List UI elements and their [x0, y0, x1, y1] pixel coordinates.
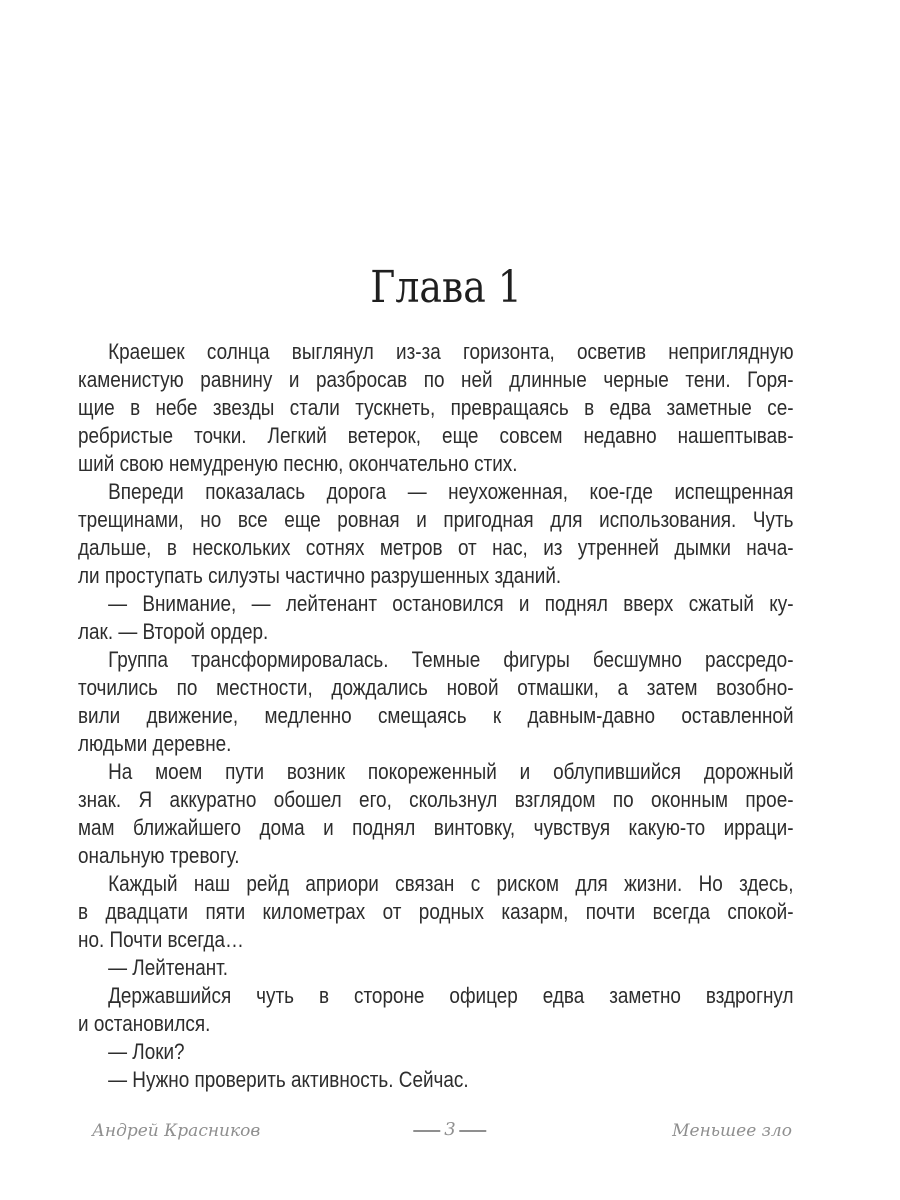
text-line: каменистую равнину и разбросав по ней длинные черные тени. Горя- [78, 367, 794, 392]
page-number-rule-right [460, 1130, 487, 1132]
chapter-title: Глава 1 [370, 262, 522, 313]
text-line: знак. Я аккуратно обошел его, скользнул взглядом по оконным прое- [78, 787, 794, 812]
text-line: ональную тревогу. [78, 843, 240, 868]
paragraph [78, 1066, 794, 1094]
text-line: ли проступать силуэты частично разрушенных зданий. [78, 563, 562, 588]
text-line: Впереди показалась дорога — неухоженная, кое-где испещренная [108, 479, 794, 504]
page-number: 3 [444, 1119, 456, 1140]
text-line: мам ближайшего дома и поднял винтовку, чувствуя какую-то ирраци- [78, 815, 794, 840]
text-line: Группа трансформировалась. Темные фигуры бесшумно рассредо- [108, 647, 794, 672]
text-line: Каждый наш рейд априори связан с риском для жизни. Но здесь, [108, 871, 794, 896]
page-number-rule-left [413, 1130, 440, 1132]
text-line: и остановился. [78, 1011, 211, 1036]
text-line: На моем пути возник покореженный и облупившийся дорожный [108, 759, 794, 784]
text-line: ребристые точки. Легкий ветерок, еще совсем недавно нашептывав- [78, 423, 794, 448]
paragraph [78, 338, 794, 478]
paragraph [78, 982, 794, 1038]
text-line: Краешек солнца выглянул из-за горизонта, осветив неприглядную [108, 339, 794, 364]
footer [0, 1118, 900, 1150]
text-line: — Нужно проверить активность. Сейчас. [108, 1067, 469, 1092]
page-number-group [413, 1119, 486, 1140]
paragraph [78, 1038, 794, 1066]
text-line: — Локи? [108, 1039, 185, 1064]
text-line: ший свою немудреную песню, окончательно стих. [78, 451, 518, 476]
text-line: — Лейтенант. [108, 955, 229, 980]
paragraph [78, 758, 794, 870]
text-line: Державшийся чуть в стороне офицер едва заметно вздрогнул [108, 983, 794, 1008]
text-line: точились по местности, дождались новой отмашки, а затем возобно- [78, 675, 794, 700]
paragraph [78, 478, 794, 590]
text-line: трещинами, но все еще ровная и пригодная для использования. Чуть [78, 507, 794, 532]
paragraph [78, 870, 794, 954]
paragraph [78, 954, 794, 982]
text-line: людьми деревне. [78, 731, 232, 756]
paragraph [78, 590, 794, 646]
text-line: в двадцати пяти километрах от родных казарм, почти всегда спокой- [78, 899, 794, 924]
text-line: лак. — Второй ордер. [78, 619, 269, 644]
footer-book-title: Меньшее зло [672, 1121, 792, 1141]
text-line: щие в небе звезды стали тускнеть, превращаясь в едва заметные се- [78, 395, 794, 420]
paragraph [78, 646, 794, 758]
text-line: дальше, в нескольких сотнях метров от нас, из утренней дымки нача- [78, 535, 794, 560]
text-line: — Внимание, — лейтенант остановился и поднял вверх сжатый ку- [108, 591, 794, 616]
text-line: но. Почти всегда… [78, 927, 244, 952]
footer-author: Андрей Красников [92, 1121, 261, 1141]
text-line: вили движение, медленно смещаясь к давным-давно оставленной [78, 703, 794, 728]
text-block [78, 0, 794, 1094]
